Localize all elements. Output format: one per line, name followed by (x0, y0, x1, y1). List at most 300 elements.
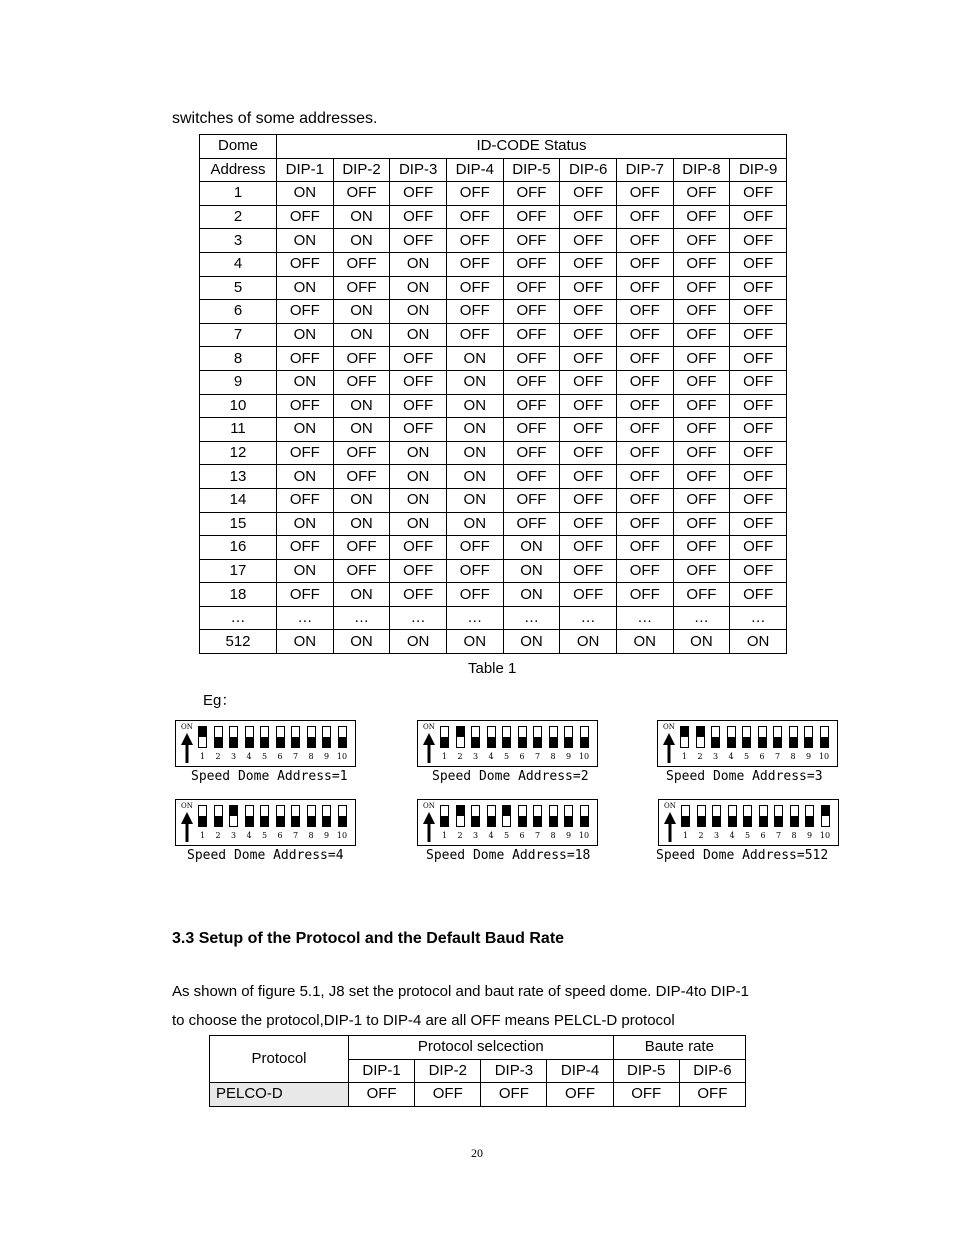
dip-switch-number: 3 (230, 752, 237, 761)
address-cell: … (200, 606, 277, 630)
dip-status-cell: ON (446, 441, 503, 465)
dip-status-cell: OFF (616, 394, 673, 418)
dip-status-cell: ON (277, 323, 334, 347)
dip-status-cell: OFF (730, 182, 787, 206)
dip-status-cell: OFF (616, 370, 673, 394)
dip-example-label: Speed Dome Address=3 (666, 769, 823, 784)
dip-status-cell: ON (390, 276, 447, 300)
dip-status-cell: OFF (277, 488, 334, 512)
dip-status-cell: OFF (390, 583, 447, 607)
dip-switch (307, 805, 316, 827)
dip-status-cell: OFF (560, 441, 617, 465)
dip-status-cell: OFF (446, 205, 503, 229)
address-cell: 15 (200, 512, 277, 536)
dip-status-cell: … (446, 606, 503, 630)
dip-switch-number: 5 (743, 752, 750, 761)
dip-switch (758, 726, 767, 748)
table-row (200, 370, 787, 394)
dip-status-cell: OFF (730, 441, 787, 465)
dip-switch-number: 1 (441, 831, 448, 840)
dip-status-cell: OFF (349, 1083, 415, 1107)
address-cell: 14 (200, 488, 277, 512)
dip-switch (759, 805, 768, 827)
dip-switch-number: 9 (565, 752, 572, 761)
dip-switch-block (658, 799, 839, 846)
dip-switch-number: 2 (215, 752, 221, 761)
dip-switch-number: 3 (712, 752, 719, 761)
dip-switch-number: 2 (697, 752, 703, 761)
dip-status-cell: OFF (616, 182, 673, 206)
dip-status-cell: ON (503, 630, 560, 654)
dip-switch (790, 805, 799, 827)
dip-switch (456, 726, 465, 748)
dip-status-cell: OFF (730, 418, 787, 442)
table-row (200, 512, 787, 536)
dip-switch (820, 726, 829, 748)
dip-status-cell: OFF (730, 276, 787, 300)
dip-status-cell: ON (333, 205, 390, 229)
dip-status-cell: OFF (616, 583, 673, 607)
dip-switch (821, 805, 830, 827)
dip-switch-number: 10 (578, 752, 590, 761)
table-row (200, 394, 787, 418)
dip-status-cell: OFF (390, 559, 447, 583)
dip-switch (696, 726, 705, 748)
dip-status-cell: ON (446, 347, 503, 371)
dip-status-cell: OFF (673, 182, 730, 206)
arrow-up-icon (181, 733, 193, 763)
dip-status-cell: OFF (673, 583, 730, 607)
dip-status-cell: OFF (616, 418, 673, 442)
address-cell: 9 (200, 370, 277, 394)
dip-status-cell: OFF (503, 465, 560, 489)
dip-status-cell: ON (333, 418, 390, 442)
dip-status-cell: OFF (560, 512, 617, 536)
dip-switch (549, 726, 558, 748)
dip-switch-number: 5 (503, 752, 510, 761)
protocol-selection-header: Protocol selcection (349, 1036, 614, 1060)
dip-switch-number: 8 (550, 831, 556, 840)
dip-status-cell: OFF (730, 252, 787, 276)
dip-status-cell: OFF (560, 465, 617, 489)
dip-status-cell: OFF (616, 536, 673, 560)
dome-header-top: Dome (200, 135, 277, 159)
dip-column-header: DIP-2 (333, 158, 390, 182)
section-heading: 3.3 Setup of the Protocol and the Default Baud Rate (172, 930, 565, 947)
dip-switch (533, 726, 542, 748)
dip-status-cell: OFF (673, 512, 730, 536)
table-row (200, 606, 787, 630)
dip-switch (260, 726, 269, 748)
dip-status-cell: OFF (503, 300, 560, 324)
dip-switch (727, 726, 736, 748)
dip-switch-number: 6 (277, 752, 283, 761)
dip-column-header: DIP-4 (547, 1059, 613, 1083)
dip-status-cell: ON (390, 300, 447, 324)
dip-status-cell: OFF (673, 205, 730, 229)
dip-status-cell: OFF (673, 347, 730, 371)
address-cell: 1 (200, 182, 277, 206)
dip-status-cell: OFF (673, 229, 730, 253)
dip-switch-number: 1 (199, 831, 206, 840)
dip-status-cell: OFF (560, 488, 617, 512)
address-cell: 7 (200, 323, 277, 347)
dip-switch-number: 2 (457, 752, 463, 761)
dip-switch-number: 6 (760, 831, 766, 840)
dip-status-cell: ON (390, 512, 447, 536)
dip-switch-number: 10 (818, 752, 830, 761)
arrow-up-icon (423, 733, 435, 763)
dip-switch (711, 726, 720, 748)
dip-status-cell: ON (446, 370, 503, 394)
dip-status-cell: OFF (730, 488, 787, 512)
dip-column-header: DIP-3 (390, 158, 447, 182)
dip-status-cell: OFF (560, 205, 617, 229)
dip-switch (322, 805, 331, 827)
dip-status-cell: ON (390, 465, 447, 489)
dip-switch (712, 805, 721, 827)
dip-switch (697, 805, 706, 827)
address-cell: 11 (200, 418, 277, 442)
dip-switch (804, 726, 813, 748)
arrow-up-icon (423, 812, 435, 842)
dip-status-cell: OFF (481, 1083, 547, 1107)
dip-status-cell: ON (277, 630, 334, 654)
dip-switch (307, 726, 316, 748)
dip-status-cell: OFF (446, 536, 503, 560)
dip-status-cell: OFF (616, 559, 673, 583)
table-row (200, 300, 787, 324)
dip-switch (440, 805, 449, 827)
dip-status-cell: OFF (730, 465, 787, 489)
dip-status-cell: … (390, 606, 447, 630)
dip-switch-number: 3 (230, 831, 237, 840)
dip-status-cell: OFF (673, 394, 730, 418)
dip-column-header: DIP-5 (503, 158, 560, 182)
dip-status-cell: OFF (503, 323, 560, 347)
dip-switch (680, 726, 689, 748)
dip-status-cell: OFF (390, 205, 447, 229)
dip-status-cell: OFF (277, 441, 334, 465)
dip-switch-block (417, 720, 598, 767)
dip-status-cell: … (277, 606, 334, 630)
dip-switch (322, 726, 331, 748)
dip-status-cell: OFF (277, 583, 334, 607)
dip-status-cell: OFF (616, 441, 673, 465)
dip-status-cell: OFF (730, 323, 787, 347)
dip-status-cell: ON (277, 276, 334, 300)
dip-switch (291, 805, 300, 827)
dip-status-cell: OFF (730, 559, 787, 583)
dip-status-cell: ON (446, 512, 503, 536)
dip-status-cell: OFF (390, 182, 447, 206)
dip-column-header: DIP-9 (730, 158, 787, 182)
dip-switch-number: 4 (246, 752, 252, 761)
table-row (200, 559, 787, 583)
dip-status-cell: ON (333, 323, 390, 347)
dip-switch-number: 7 (292, 831, 299, 840)
dip-status-cell: OFF (613, 1083, 679, 1107)
dip-column-header: DIP-1 (277, 158, 334, 182)
dip-switch-number: 4 (488, 831, 494, 840)
dip-status-cell: ON (277, 182, 334, 206)
dip-switch (580, 726, 589, 748)
dome-header-bottom: Address (200, 158, 277, 182)
dip-switch (773, 726, 782, 748)
address-cell: 16 (200, 536, 277, 560)
dip-status-cell: ON (277, 559, 334, 583)
dip-switch-number: 6 (277, 831, 283, 840)
dip-example-label: Speed Dome Address=1 (191, 769, 348, 784)
table-row (200, 229, 787, 253)
dip-status-cell: OFF (333, 536, 390, 560)
dip-switch-number: 2 (215, 831, 221, 840)
dip-status-cell: ON (446, 418, 503, 442)
dip-status-cell: OFF (560, 182, 617, 206)
dip-switch-number: 2 (698, 831, 704, 840)
dip-status-cell: ON (277, 512, 334, 536)
dip-status-cell: … (560, 606, 617, 630)
dip-switch-number: 1 (681, 752, 688, 761)
dip-status-cell: OFF (560, 276, 617, 300)
dip-status-cell: OFF (503, 347, 560, 371)
dip-status-cell: OFF (616, 465, 673, 489)
address-cell: 6 (200, 300, 277, 324)
dip-status-cell: OFF (560, 323, 617, 347)
dip-status-cell: OFF (673, 488, 730, 512)
dip-status-cell: OFF (616, 488, 673, 512)
dip-status-cell: OFF (333, 370, 390, 394)
dip-switch-number: 4 (246, 831, 252, 840)
table-row (200, 182, 787, 206)
id-code-status-header: ID-CODE Status (277, 135, 787, 159)
dip-status-cell: ON (390, 630, 447, 654)
dip-status-cell: OFF (503, 418, 560, 442)
dip-switch (260, 805, 269, 827)
dip-switch-number: 7 (534, 752, 541, 761)
dip-status-cell: OFF (616, 323, 673, 347)
dip-switch-number: 5 (744, 831, 751, 840)
dip-column-header: DIP-8 (673, 158, 730, 182)
dip-status-cell: OFF (730, 370, 787, 394)
dip-status-cell: OFF (560, 583, 617, 607)
dip-status-cell: OFF (560, 347, 617, 371)
dip-column-header: DIP-2 (415, 1059, 481, 1083)
dip-switch-number: 6 (759, 752, 765, 761)
dip-status-cell: … (616, 606, 673, 630)
dip-status-cell: ON (446, 488, 503, 512)
dip-status-cell: OFF (503, 276, 560, 300)
dip-status-cell: ON (277, 465, 334, 489)
dip-status-cell: OFF (503, 229, 560, 253)
dip-status-cell: OFF (673, 536, 730, 560)
dip-switch-number: 4 (488, 752, 494, 761)
dip-switch (681, 805, 690, 827)
dip-switch-number: 1 (199, 752, 206, 761)
dip-status-cell: ON (333, 488, 390, 512)
dip-status-cell: OFF (616, 205, 673, 229)
dip-switch (502, 726, 511, 748)
dip-switch (774, 805, 783, 827)
table-row (200, 488, 787, 512)
dip-column-header: DIP-4 (446, 158, 503, 182)
dip-status-cell: ON (333, 394, 390, 418)
dip-status-cell: ON (503, 583, 560, 607)
dip-switch (229, 805, 238, 827)
dip-status-cell: OFF (730, 205, 787, 229)
dip-switch-number: 6 (519, 831, 525, 840)
paragraph-line-1: As shown of figure 5.1, J8 set the protocol and baut rate of speed dome. DIP-4to DIP-1 (172, 983, 749, 1000)
dip-status-cell: OFF (277, 347, 334, 371)
address-cell: 18 (200, 583, 277, 607)
dip-switch (276, 805, 285, 827)
dip-status-cell: OFF (730, 394, 787, 418)
dip-status-cell: OFF (277, 394, 334, 418)
dip-switch-number: 2 (457, 831, 463, 840)
dip-switch-block (657, 720, 838, 767)
dip-switch (245, 805, 254, 827)
address-cell: 10 (200, 394, 277, 418)
dip-status-cell: ON (616, 630, 673, 654)
dip-status-cell: ON (333, 512, 390, 536)
dip-status-cell: ON (390, 488, 447, 512)
dip-switch (518, 726, 527, 748)
dip-switch (214, 805, 223, 827)
dip-column-header: DIP-6 (560, 158, 617, 182)
address-cell: 512 (200, 630, 277, 654)
dip-column-header: DIP-7 (616, 158, 673, 182)
address-cell: 17 (200, 559, 277, 583)
dip-status-cell: OFF (277, 252, 334, 276)
address-cell: 4 (200, 252, 277, 276)
protocol-table-body (210, 1083, 746, 1107)
dip-status-cell: … (673, 606, 730, 630)
dip-status-cell: ON (277, 370, 334, 394)
dip-switch (471, 805, 480, 827)
dip-status-cell: OFF (446, 323, 503, 347)
dip-status-cell: OFF (446, 583, 503, 607)
dip-status-cell: OFF (616, 347, 673, 371)
dip-switch-number: 9 (323, 831, 330, 840)
dip-status-cell: ON (446, 630, 503, 654)
protocol-table (209, 1035, 746, 1107)
address-cell: 13 (200, 465, 277, 489)
dip-switch-number: 10 (819, 831, 831, 840)
dip-switch-number: 3 (472, 752, 479, 761)
table-row (200, 276, 787, 300)
dip-status-cell: OFF (503, 252, 560, 276)
dip-status-cell: ON (503, 559, 560, 583)
dip-status-cell: OFF (560, 229, 617, 253)
intro-text: switches of some addresses. (172, 110, 378, 127)
dip-status-cell: OFF (390, 418, 447, 442)
dip-on-label: ON (423, 802, 435, 810)
dip-status-cell: OFF (616, 300, 673, 324)
dip-example-label: Speed Dome Address=2 (432, 769, 589, 784)
dip-status-cell: OFF (560, 536, 617, 560)
dip-status-cell: ON (560, 630, 617, 654)
dip-status-cell: ON (446, 465, 503, 489)
table-row (200, 630, 787, 654)
dip-status-cell: OFF (446, 252, 503, 276)
dip-switch-number: 6 (519, 752, 525, 761)
dip-switch-number: 7 (774, 752, 781, 761)
dip-switch-number: 8 (790, 752, 796, 761)
table-row (200, 583, 787, 607)
dip-switch (245, 726, 254, 748)
dip-status-cell: OFF (616, 512, 673, 536)
dip-switch (487, 726, 496, 748)
page-number: 20 (471, 1146, 483, 1160)
dip-on-label: ON (664, 802, 676, 810)
dip-status-cell: OFF (679, 1083, 745, 1107)
dip-status-cell: OFF (547, 1083, 613, 1107)
dip-switch (338, 805, 347, 827)
table-row (200, 347, 787, 371)
dip-status-cell: OFF (560, 252, 617, 276)
table-header-row (200, 158, 787, 182)
dip-switch (728, 805, 737, 827)
dip-status-cell: OFF (730, 512, 787, 536)
baud-rate-header: Baute rate (613, 1036, 745, 1060)
dip-switch-block (417, 799, 598, 846)
dip-status-cell: OFF (333, 347, 390, 371)
dip-status-cell: … (333, 606, 390, 630)
dip-example-label: Speed Dome Address=4 (187, 848, 344, 863)
dip-switch (291, 726, 300, 748)
dip-status-cell: OFF (560, 418, 617, 442)
table-row (210, 1083, 746, 1107)
dip-status-cell: OFF (673, 465, 730, 489)
dip-status-cell: OFF (277, 205, 334, 229)
dip-status-cell: ON (503, 536, 560, 560)
dip-status-cell: … (503, 606, 560, 630)
dip-switch-number: 4 (729, 831, 735, 840)
dip-on-label: ON (181, 723, 193, 731)
dip-switch (580, 805, 589, 827)
dip-switch (456, 805, 465, 827)
dip-example-label: Speed Dome Address=18 (426, 848, 591, 863)
dip-status-cell: OFF (503, 441, 560, 465)
dip-status-cell: ON (277, 418, 334, 442)
dip-switch-number: 8 (308, 831, 314, 840)
dip-switch (440, 726, 449, 748)
dip-switch-number: 5 (261, 831, 268, 840)
dip-status-cell: OFF (616, 252, 673, 276)
dip-switch-number: 9 (806, 831, 813, 840)
dip-switch-number: 9 (805, 752, 812, 761)
dip-status-cell: OFF (730, 347, 787, 371)
dip-switch-block (175, 720, 356, 767)
dip-example-label: Speed Dome Address=512 (656, 848, 829, 863)
dip-status-cell: OFF (503, 205, 560, 229)
dip-status-cell: OFF (560, 394, 617, 418)
dip-status-cell: OFF (673, 252, 730, 276)
dip-status-cell: OFF (333, 465, 390, 489)
protocol-header: Protocol (210, 1036, 349, 1083)
dip-switch-number: 9 (323, 752, 330, 761)
eg-label: Eg： (203, 692, 237, 709)
dip-switch-block (175, 799, 356, 846)
dip-status-cell: OFF (673, 559, 730, 583)
dip-status-cell: OFF (446, 300, 503, 324)
dip-switch-number: 7 (775, 831, 782, 840)
table-row (200, 441, 787, 465)
dip-switch-number: 10 (336, 752, 348, 761)
dip-switch-number: 5 (503, 831, 510, 840)
dip-status-cell: OFF (390, 536, 447, 560)
dip-status-cell: OFF (446, 276, 503, 300)
